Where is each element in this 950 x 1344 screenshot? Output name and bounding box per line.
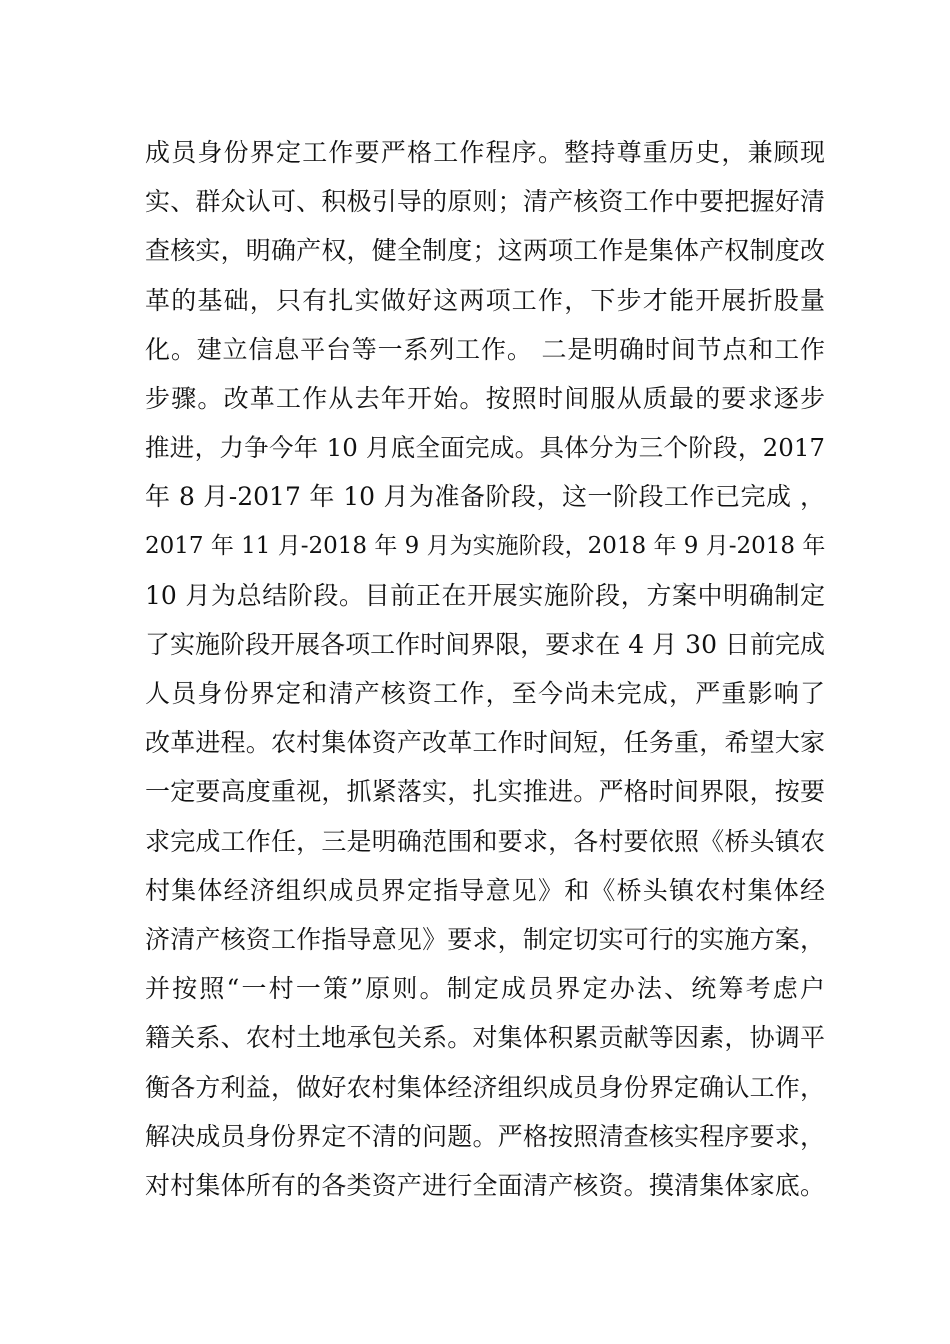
text-line-6: 步骤。改革工作从去年开始。按照时间服从质最的要求逐步 bbox=[145, 383, 825, 413]
text-line-10: 10 月为总结阶段。目前正在开展实施阶段，方案中明确制定 bbox=[145, 580, 825, 610]
body-text bbox=[145, 128, 825, 1210]
text-line-20: 衡各方利益，做好农村集体经济组织成员身份界定确认工作， bbox=[145, 1072, 825, 1102]
text-line-18: 并按照“一村一策”原则。制定成员界定办法、统筹考虑户 bbox=[145, 974, 825, 1004]
text-line-2: 实、群众认可、积极引导的原则；清产核资工作中要把握好清 bbox=[145, 187, 825, 217]
text-line-22: 对村集体所有的各类资产进行全面清产核资。摸清集体家底。 bbox=[145, 1170, 825, 1200]
text-line-12: 人员身份界定和清产核资工作，至今尚未完成，严重影响了 bbox=[145, 679, 825, 709]
text-line-11: 了实施阶段开展各项工作时间界限，要求在 4 月 30 日前完成 bbox=[145, 629, 825, 659]
text-line-19: 籍关系、农村土地承包关系。对集体积累贡献等因素，协调平 bbox=[145, 1023, 825, 1053]
text-line-16: 村集体经济组织成员界定指导意见》和《桥头镇农村集体经 bbox=[145, 875, 825, 905]
text-line-9: 2017 年 11 月-2018 年 9 月为实施阶段，2018 年 9 月-2018 年 bbox=[145, 532, 826, 559]
text-line-1: 成员身份界定工作要严格工作程序。整持尊重历史，兼顾现 bbox=[145, 138, 825, 167]
text-line-15: 求完成工作任，三是明确范围和要求，各村要依照《桥头镇农 bbox=[145, 826, 825, 856]
text-line-14: 一定要高度重视，抓紧落实，扎实推进。严格时间界限，按要 bbox=[145, 777, 825, 807]
text-line-4: 革的基础，只有扎实做好这两项工作，下步才能开展折股量 bbox=[145, 285, 825, 315]
text-line-7: 推进，力争今年 10 月底全面完成。具体分为三个阶段，2017 bbox=[145, 433, 825, 463]
text-line-13: 改革进程。农村集体资产改革工作时间短，任务重，希望大家 bbox=[145, 728, 825, 758]
text-line-17: 济清产核资工作指导意见》要求，制定切实可行的实施方案， bbox=[145, 925, 825, 954]
text-line-8: 年 8 月-2017 年 10 月为准备阶段，这一阶段工作已完成 ， bbox=[145, 482, 825, 512]
text-line-21: 解决成员身份界定不清的问题。严格按照清查核实程序要求， bbox=[145, 1121, 825, 1151]
text-line-5: 化。建立信息平台等一系列工作。 二是明确时间节点和工作 bbox=[145, 334, 825, 364]
text-line-3: 查核实，明确产权，健全制度；这两项工作是集体产权制度改 bbox=[145, 236, 825, 266]
